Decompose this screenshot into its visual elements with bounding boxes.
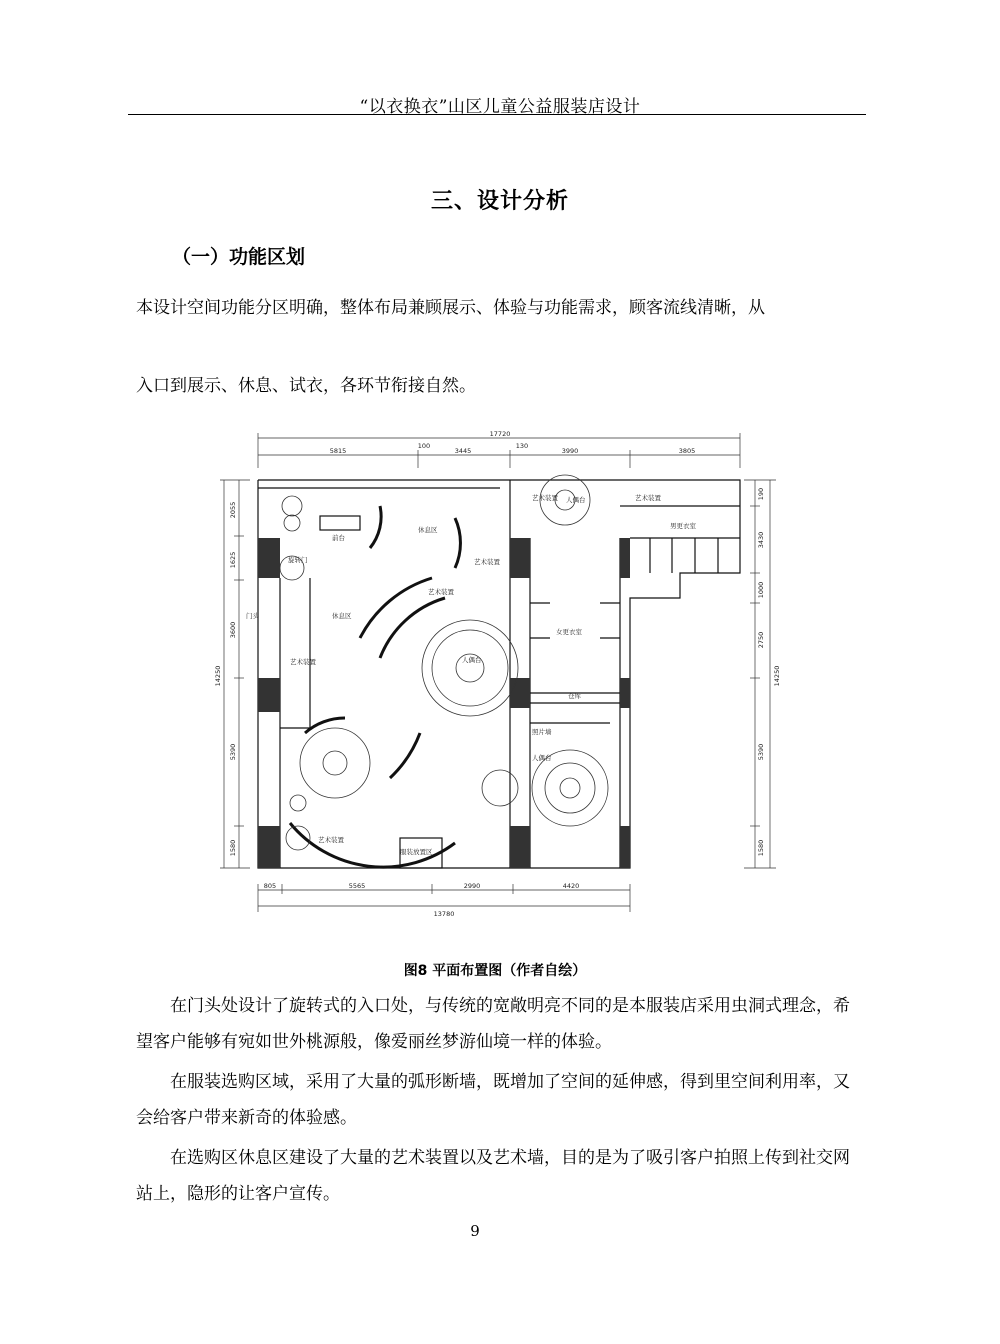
dim-top-1: 5815 — [329, 447, 347, 455]
label-art-install-4: 艺术装置 — [532, 494, 558, 502]
label-doll-stage-1: 人偶台 — [462, 656, 482, 664]
label-rest-area-1: 休息区 — [418, 526, 438, 534]
label-rotating-door: 旋转门 — [288, 556, 308, 564]
body-paragraph-1: 在门头处设计了旋转式的入口处，与传统的宽敞明亮不同的是本服装店采用虫洞式理念，希望客户能够有宛如世外桃源般，像爱丽丝梦游仙境一样的体验。 — [136, 996, 850, 1052]
dim-left-5: 1580 — [229, 839, 237, 857]
label-rest-area-2: 休息区 — [332, 612, 352, 620]
running-header: “以衣换衣”山区儿童公益服装店设计 — [359, 97, 641, 117]
label-art-install-6: 艺术装置 — [318, 836, 344, 844]
dim-right-5: 5390 — [757, 743, 765, 761]
label-fitting-room-women: 女更衣室 — [556, 628, 582, 636]
label-door-head: 门头 — [246, 612, 259, 620]
dim-top-6: 3805 — [678, 447, 696, 455]
dim-left-4: 5390 — [229, 743, 237, 761]
dim-left-2: 1625 — [229, 551, 237, 569]
label-storage: 仓库 — [568, 692, 581, 700]
label-fitting-room-men: 男更衣室 — [670, 522, 696, 530]
page-number: 9 — [470, 1222, 480, 1240]
header-rule — [128, 114, 866, 115]
dim-bottom-3: 2990 — [463, 882, 481, 890]
floor-plan-figure — [210, 428, 780, 928]
dim-top-2: 100 — [417, 442, 431, 450]
body-paragraph-3: 在选购区休息区建设了大量的艺术装置以及艺术墙，目的是为了吸引客户拍照上传到社交网站上，隐形的让客户宣传。 — [136, 1148, 850, 1204]
dim-top-5: 3990 — [561, 447, 579, 455]
label-art-install-1: 艺术装置 — [290, 658, 316, 666]
dim-left-3: 3600 — [229, 621, 237, 639]
dim-top-3: 3445 — [454, 447, 472, 455]
label-photo-wall: 照片墙 — [532, 728, 552, 736]
dim-bottom-4: 4420 — [562, 882, 580, 890]
label-art-install-2: 艺术装置 — [428, 588, 454, 596]
dim-top-4: 130 — [515, 442, 529, 450]
label-doll-stage-3: 人偶台 — [532, 754, 552, 762]
label-clothing-display: 服装放置区 — [400, 848, 433, 856]
intro-line-2: 入口到展示、休息、试衣，各环节衔接自然。 — [136, 376, 476, 396]
dim-bottom-2: 5565 — [348, 882, 366, 890]
dim-right-3: 1000 — [757, 581, 765, 599]
dim-right-total: 14250 — [773, 665, 781, 687]
label-art-install-5: 艺术装置 — [635, 494, 661, 502]
dim-right-1: 190 — [757, 487, 765, 501]
section-title: 三、设计分析 — [430, 189, 569, 214]
figure-caption: 图8 平面布置图（作者自绘） — [403, 963, 587, 979]
label-front-desk: 前台 — [332, 534, 345, 542]
dim-left-total: 14250 — [214, 665, 222, 687]
dim-right-2: 3430 — [757, 531, 765, 549]
dim-left-1: 2055 — [229, 501, 237, 519]
body-paragraph-2: 在服装选购区域，采用了大量的弧形断墙，既增加了空间的延伸感，得到里空间利用率，又会给客户带来新奇的体验感。 — [136, 1072, 850, 1128]
dim-bottom-1: 805 — [263, 882, 277, 890]
subsection-title: （一）功能区划 — [172, 246, 306, 268]
label-art-install-3: 艺术装置 — [474, 558, 500, 566]
dim-right-4: 2750 — [757, 631, 765, 649]
dim-right-6: 1580 — [757, 839, 765, 857]
label-doll-stage-2: 人偶台 — [566, 496, 586, 504]
intro-line-1: 本设计空间功能分区明确，整体布局兼顾展示、体验与功能需求，顾客流线清晰，从 — [136, 298, 765, 318]
dim-top-total: 17720 — [489, 430, 511, 438]
dim-bottom-total: 13780 — [433, 910, 455, 918]
